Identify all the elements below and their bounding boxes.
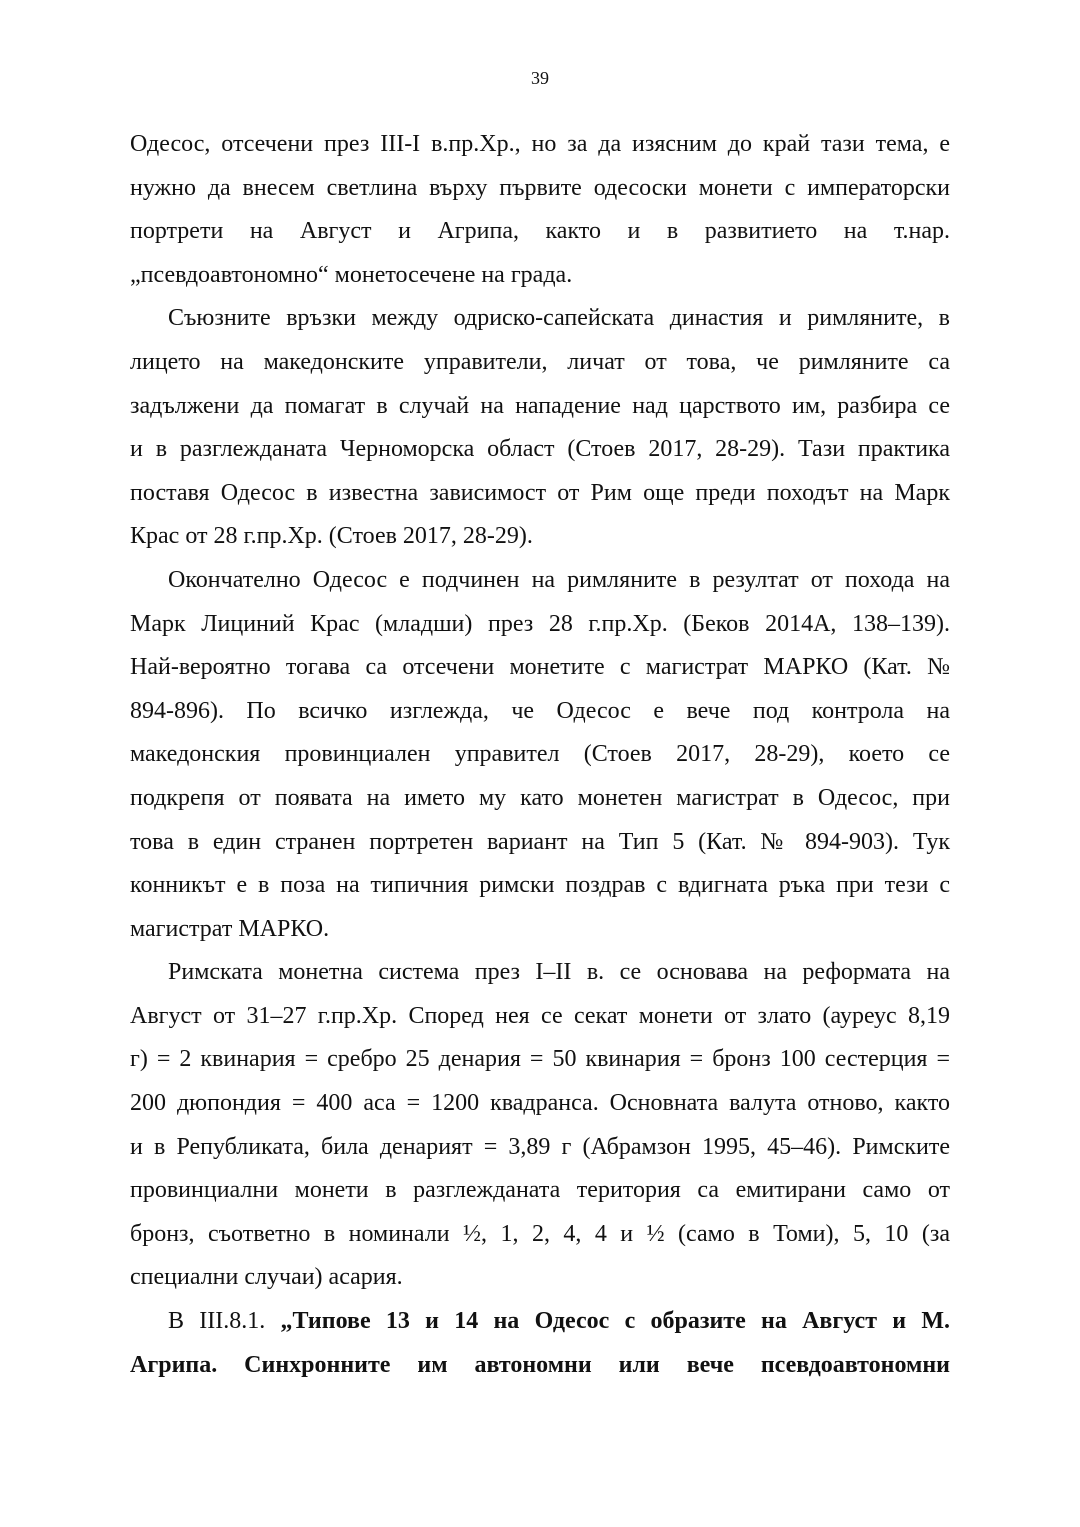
text-line: 200 дюпондия = 400 аса = 1200 квадранса. Основната валута отново, както bbox=[130, 1090, 950, 1117]
text-line-content: Окончателно Одесос е подчинен на римляните в резултат от похода на bbox=[168, 566, 950, 593]
text-line bbox=[130, 951, 950, 995]
text-line: и в Републиката, била денарият = 3,89 г (Абрамзон 1995, 45–46). Римските bbox=[130, 1133, 950, 1160]
text-line-content: Римската монетна система през I–II в. се основава на реформата на bbox=[168, 959, 950, 986]
text-line: Одесос, отсечени през III-I в.пр.Хр., но за да изясним до край тази тема, е bbox=[130, 131, 950, 157]
text-line: провинциални монети в разглежданата територия са емитирани само от bbox=[130, 1177, 950, 1204]
text-line: подкрепя от появата на името му като монетен магистрат в Одесос, при bbox=[130, 784, 950, 811]
text-line: магистрат МАРКО. bbox=[130, 915, 330, 942]
heading-prefix: В III.8.1. bbox=[168, 1308, 281, 1335]
text-line: 894-896). По всичко изглежда, че Одесос е вече под контрола на bbox=[130, 697, 950, 724]
page-number: 39 bbox=[531, 68, 549, 88]
heading-title-line-2: Агрипа. Синхронните им автономни или вече псевдоавтономни bbox=[130, 1351, 950, 1378]
text-line: македонския провинциален управител (Стоев 2017, 28-29), което се bbox=[130, 741, 950, 768]
text-line: Най-вероятно тогава са отсечени монетите с магистрат МАРКО (Кат. № bbox=[130, 654, 950, 681]
text-line: „псевдоавтономно“ монетосечене на града. bbox=[130, 261, 573, 288]
text-line: бронз, съответно в номинали ½, 1, 2, 4, 4 и ½ (само в Томи), 5, 10 (за bbox=[130, 1220, 950, 1247]
heading-line bbox=[130, 1300, 950, 1344]
heading-title-line-1: „Типове 13 и 14 на Одесос с образите на Август и М. bbox=[280, 1308, 950, 1335]
text-line: г) = 2 квинария = сребро 25 денария = 50 квинария = бронз 100 сестерция = bbox=[130, 1046, 950, 1073]
text-line: Марк Лициний Крас (младши) през 28 г.пр.Хр. (Беков 2014А, 138–139). bbox=[130, 610, 950, 637]
text-line: конникът е в поза на типичния римски поздрав с вдигната ръка при тези с bbox=[130, 872, 950, 899]
text-line: Август от 31–27 г.пр.Хр. Според нея се секат монети от злато (ауреус 8,19 bbox=[130, 1002, 950, 1029]
body-text bbox=[130, 123, 950, 1387]
text-line-content: Съюзните връзки между одриско-сапейската династия и римляните, в bbox=[168, 305, 950, 332]
section-heading bbox=[130, 1300, 950, 1387]
text-line bbox=[130, 559, 950, 603]
paragraph-1 bbox=[130, 123, 950, 297]
paragraph-4 bbox=[130, 951, 950, 1300]
text-line: задължени да помагат в случай на нападение над царството им, разбира се bbox=[130, 392, 950, 419]
paragraph-3 bbox=[130, 559, 950, 951]
text-line: поставя Одесос в известна зависимост от Рим още преди походът на Марк bbox=[130, 479, 950, 506]
heading-line bbox=[130, 1344, 950, 1388]
text-line: нужно да внесем светлина върху първите одесоски монети с императорски bbox=[130, 174, 950, 201]
text-line bbox=[130, 297, 950, 341]
text-line: и в разглежданата Черноморска област (Стоев 2017, 28-29). Тази практика bbox=[130, 436, 950, 463]
text-line: портрети на Август и Агрипа, както и в развитието на т.нар. bbox=[130, 218, 950, 245]
text-line: това в един странен портретен вариант на Тип 5 (Кат. № 894-903). Тук bbox=[130, 828, 950, 855]
text-line: специални случаи) асария. bbox=[130, 1264, 403, 1291]
text-line: Крас от 28 г.пр.Хр. (Стоев 2017, 28-29). bbox=[130, 523, 533, 550]
text-line: лицето на македонските управители, личат от това, че римляните са bbox=[130, 348, 950, 375]
paragraph-2 bbox=[130, 297, 950, 559]
